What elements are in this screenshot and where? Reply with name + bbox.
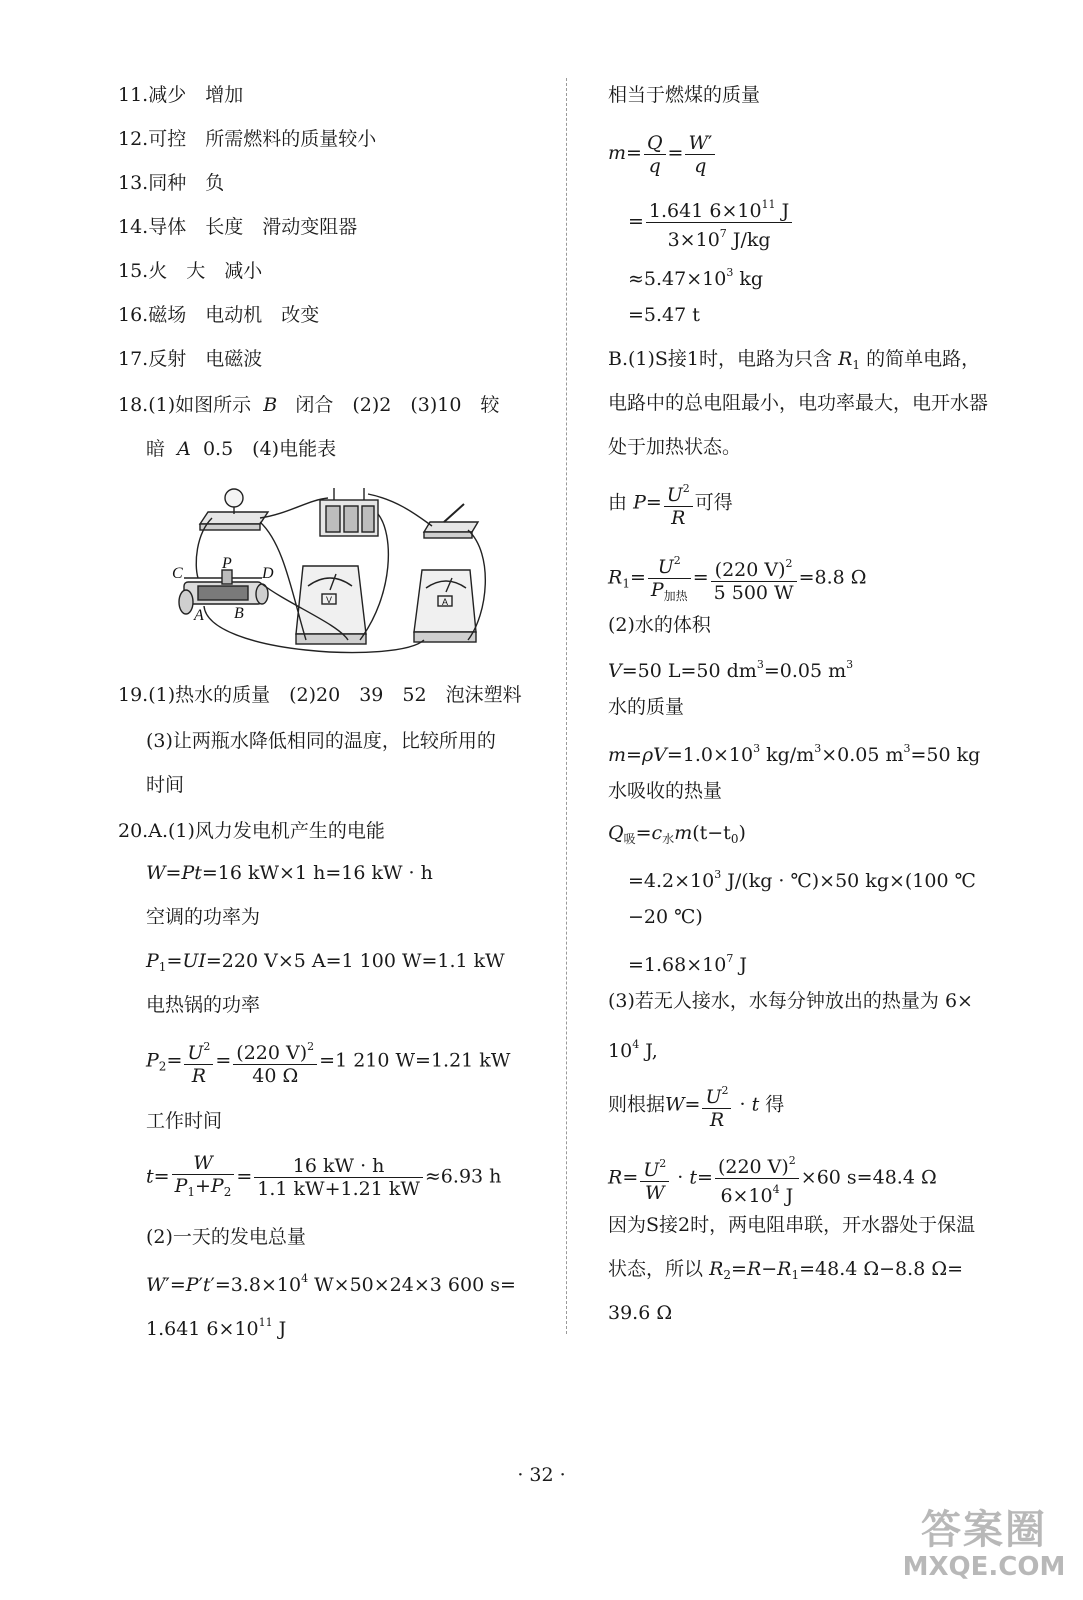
rheostat-terminal-a: A	[194, 607, 204, 624]
answer-19-line3: 时间	[146, 774, 185, 796]
answer-20-ac-title: 空调的功率为	[146, 906, 261, 928]
series-line2: 状态，所以 $R_2=R-R_1=48.4$ Ω−8.8 Ω=	[608, 1258, 963, 1282]
answer-20-cooker-power: $P_2=$ $\frac{U^2}{R}$ = $\frac{(220 V)^2}{40 \Omega}$ =1 210 W=1.21 kW	[146, 1036, 510, 1090]
heat-title: 水吸收的热量	[608, 780, 723, 802]
heat-substitution-cont: −20 ℃)	[628, 906, 703, 928]
part-b-1-line1: B.(1)S接1时，电路为只含 $R_1$ 的简单电路，	[608, 348, 981, 372]
answer-20-part2-title: (2)一天的发电总量	[146, 1226, 306, 1248]
answer-20-heading: 20.A.(1)风力发电机产生的电能	[118, 820, 385, 842]
answer-20-cooker-title: 电热锅的功率	[146, 994, 261, 1016]
answer-12: 12.可控 所需燃料的质量较小	[118, 128, 377, 150]
coal-mass-approx: $\approx 5.47\times 10^3$ kg	[628, 266, 764, 290]
heat-formula: $Q_吸=c_水m(t-t_0)$	[608, 822, 746, 846]
part-b-3-formula: 则根据W= $\frac{U^2}{R}$ · t 得	[608, 1080, 784, 1131]
heat-result: $=1.68\times 10^7$ J	[628, 952, 747, 976]
series-result: 39.6 Ω	[608, 1302, 673, 1324]
answer-18-line1: 18.(1)如图所示 B 闭合 (2)2 (3)10 较	[118, 394, 500, 416]
part-b-3-line2: $10^4$ J,	[608, 1038, 658, 1062]
part-b-3-r-formula: R= $\frac{U^2}{W}$ · t= $\frac{(220 V)^2}{6\times 10^4 J}$ ×60 s=48.4 Ω	[608, 1150, 937, 1207]
rheostat-slider-p: P	[222, 555, 232, 572]
water-mass: $m=\rho V=1.0\times 10^3$ $kg/m^3\times 0.05$ $m^3=50$ kg	[608, 742, 981, 766]
rheostat-terminal-c: C	[172, 565, 183, 582]
part-b-3-line1: (3)若无人接水，水每分钟放出的热量为 6×	[608, 990, 973, 1012]
coal-mass-substitution: = $\frac{1.641 6\times 10^{11} J}{3\times 10^7 J/kg}$	[628, 194, 794, 251]
part-b-power-formula: 由 P= $\frac{U^2}{R}$ 可得	[608, 478, 733, 529]
coal-mass-title: 相当于燃煤的质量	[608, 84, 761, 106]
answer-15: 15.火 大 减小	[118, 260, 263, 282]
part-b-1-line3: 处于加热状态。	[608, 436, 742, 458]
answer-13: 13.同种 负	[118, 172, 225, 194]
water-volume: V=50 L=50 $dm^3=0.05$ $m^3$	[608, 658, 854, 682]
circuit-diagram	[168, 474, 508, 674]
ammeter-label: A	[442, 597, 449, 607]
column-divider	[566, 78, 567, 1334]
rheostat-terminal-d: D	[262, 565, 274, 582]
answer-11: 11.减少 增加	[118, 84, 244, 106]
watermark-line2: MXQE.COM	[902, 1552, 1066, 1582]
watermark-logo	[899, 1508, 1069, 1582]
heat-substitution: $=4.2\times 10^3$ J/(kg · ℃)×50 kg×(100 ℃	[628, 868, 976, 892]
coal-mass-tons: =5.47 t	[628, 304, 700, 326]
answer-20-time-title: 工作时间	[146, 1110, 223, 1132]
answer-20-total-energy: $W'=P't'=3.8\times 10^4$ W×50×24×3 600 s=	[146, 1272, 516, 1296]
coal-mass-formula: m= $\frac{Q}{q}$ = $\frac{W'}{q}$	[608, 130, 717, 177]
answer-20-time-formula: t= $\frac{W}{P_1+P_2}$ = $\frac{16 kW \cdot h}{1.1 kW+1.21 kW}$ ≈6.93 h	[146, 1152, 502, 1200]
series-line1: 因为S接2时，两电阻串联，开水器处于保温	[608, 1214, 976, 1236]
answer-16: 16.磁场 电动机 改变	[118, 304, 320, 326]
answer-20-energy: W=Pt=16 kW×1 h=16 kW · h	[146, 862, 433, 884]
watermark-line1: 答案圈	[921, 1507, 1047, 1553]
answer-18-line2: 暗 A 0.5 (4)电能表	[146, 438, 337, 460]
answer-14: 14.导体 长度 滑动变阻器	[118, 216, 358, 238]
rheostat-terminal-b: B	[234, 605, 244, 622]
voltmeter-label: V	[326, 595, 333, 605]
answer-19-line1: 19.(1)热水的质量 (2)20 39 52 泡沫塑料	[118, 684, 522, 706]
part-b-r1-formula: $R_1=$ $\frac{U^2}{P_{加热}}$ = $\frac{(220 V)^2}{5 500 W}$ =8.8 Ω	[608, 550, 867, 607]
page-number: · 32 ·	[517, 1464, 566, 1486]
answer-17: 17.反射 电磁波	[118, 348, 263, 370]
answer-20-total-energy-result: 1.641 $6\times 10^{11}$ J	[146, 1316, 287, 1340]
answer-19-line2: (3)让两瓶水降低相同的温度，比较所用的	[146, 730, 496, 752]
part-b-2-title: (2)水的体积	[608, 614, 711, 636]
part-b-1-line2: 电路中的总电阻最小，电功率最大，电开水器	[608, 392, 989, 414]
answer-20-ac-power: $P_1=UI=220$ V×5 A=1 100 W=1.1 kW	[146, 950, 505, 974]
water-mass-title: 水的质量	[608, 696, 685, 718]
